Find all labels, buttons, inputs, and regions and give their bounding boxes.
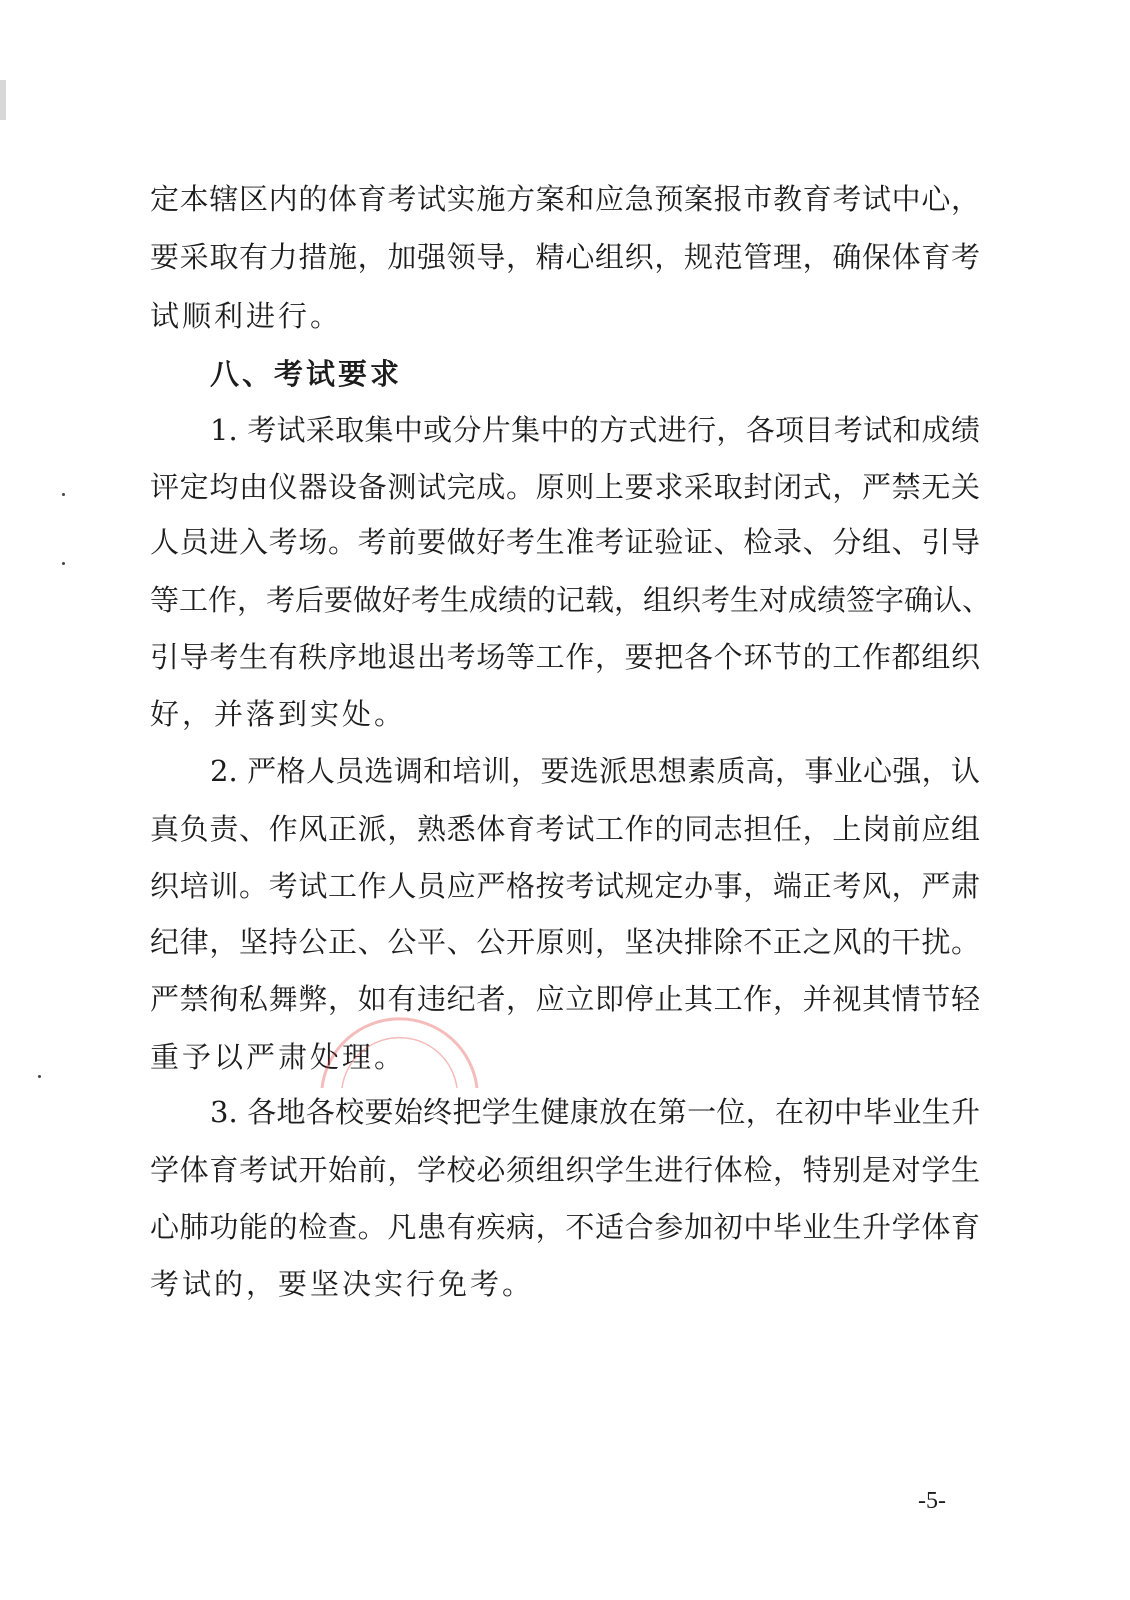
text-line: 2. 严格人员选调和培训，要选派思想素质高，事业心强，认 — [210, 754, 980, 788]
page-number: -5- — [918, 1488, 946, 1514]
text-line: 考试的，要坚决实行免考。 — [150, 1267, 535, 1301]
text-line: 重予以严肃处理。 — [150, 1040, 407, 1074]
text-line: 心肺功能的检查。凡患有疾病，不适合参加初中毕业生升学体育 — [150, 1210, 980, 1244]
text-line: 真负责、作风正派，熟悉体育考试工作的同志担任，上岗前应组 — [150, 812, 980, 846]
scan-speck — [62, 493, 65, 496]
text-line: 试顺利进行。 — [150, 299, 343, 333]
section-heading: 八、考试要求 — [210, 357, 403, 391]
text-line: 纪律，坚持公正、公平、公开原则，坚决排除不正之风的干扰。 — [150, 925, 980, 959]
text-line: 引导考生有秩序地退出考场等工作，要把各个环节的工作都组织 — [150, 640, 980, 674]
text-line: 评定均由仪器设备测试完成。原则上要求采取封闭式，严禁无关 — [150, 470, 980, 504]
text-line: 定本辖区内的体育考试实施方案和应急预案报市教育考试中心， — [150, 182, 980, 216]
text-line: 好，并落到实处。 — [150, 697, 407, 731]
text-line: 织培训。考试工作人员应严格按考试规定办事，端正考风，严肃 — [150, 869, 980, 903]
official-seal-stamp — [312, 1003, 487, 1088]
text-line: 1. 考试采取集中或分片集中的方式进行，各项目考试和成绩 — [210, 413, 980, 447]
scan-edge-mark — [0, 80, 6, 120]
text-line: 学体育考试开始前，学校必须组织学生进行体检，特别是对学生 — [150, 1153, 980, 1187]
scan-speck — [62, 562, 65, 565]
text-line: 3. 各地各校要始终把学生健康放在第一位，在初中毕业生升 — [210, 1095, 980, 1129]
scan-speck — [38, 1075, 41, 1078]
seal-icon — [312, 1003, 487, 1088]
text-line: 人员进入考场。考前要做好考生准考证验证、检录、分组、引导 — [150, 525, 980, 559]
text-line: 严禁徇私舞弊，如有违纪者，应立即停止其工作，并视其情节轻 — [150, 982, 980, 1016]
text-line: 等工作，考后要做好考生成绩的记载，组织考生对成绩签字确认、 — [150, 583, 992, 617]
text-line: 要采取有力措施，加强领导，精心组织，规范管理，确保体育考 — [150, 240, 980, 274]
